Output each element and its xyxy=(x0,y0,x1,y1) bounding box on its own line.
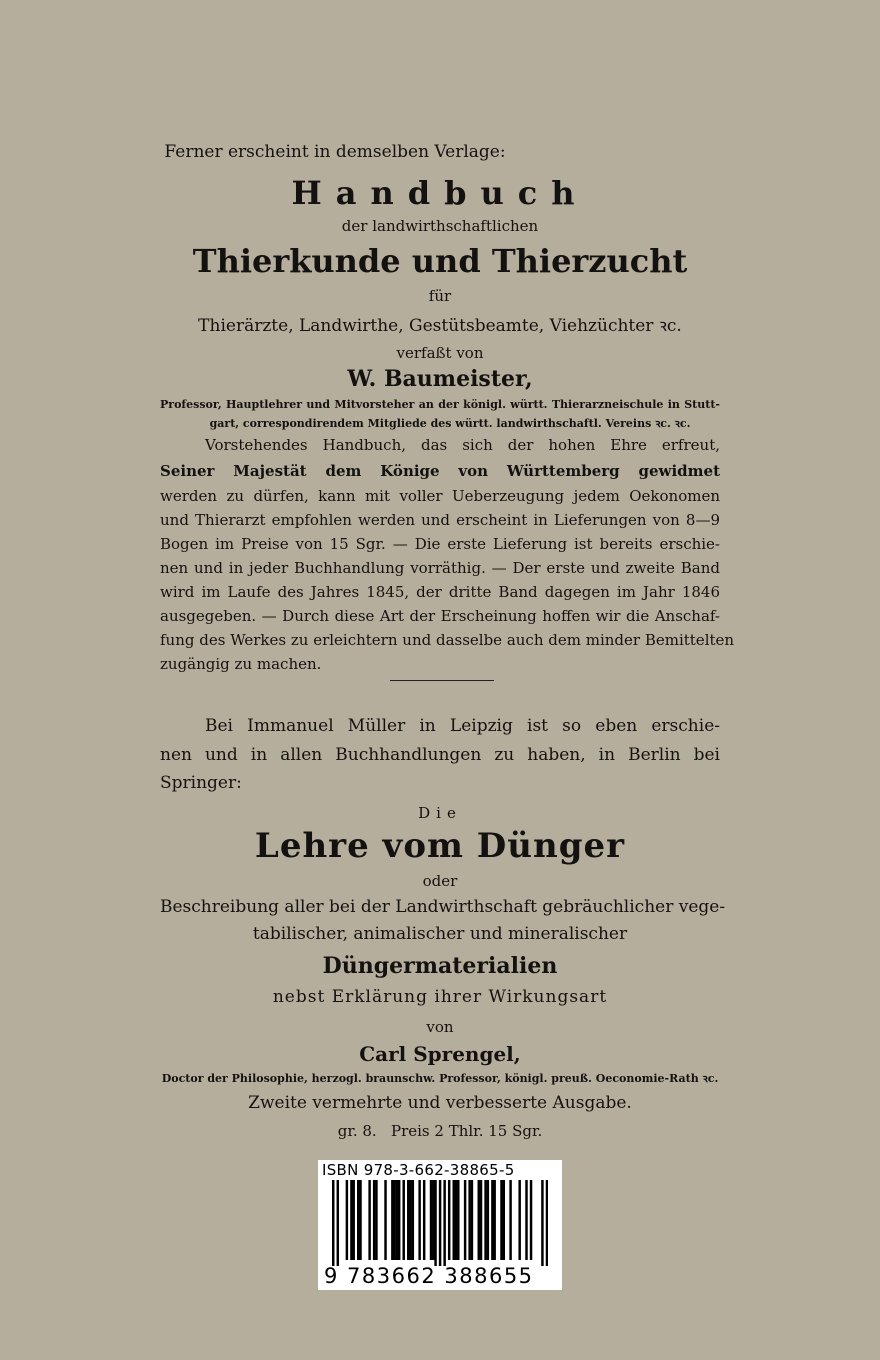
desc-line: Beschreibung aller bei der Landwirthschaft gebräuchlicher vege- xyxy=(160,897,726,917)
paragraph-line: nen und in jeder Buchhandlung vorräthig. — Der erste und zweite Band xyxy=(160,559,720,577)
barcode-bar xyxy=(409,1180,411,1260)
audience-text: Thierärzte, Landwirthe, Gestütsbeamte, Viehzüchter ꝛc. xyxy=(198,316,682,336)
barcode-bar xyxy=(500,1180,502,1260)
barcode-bar xyxy=(546,1180,548,1266)
barcode-bar xyxy=(359,1180,361,1260)
intro-text: Ferner erscheint in demselben Verlage: xyxy=(164,142,506,162)
nebst-text: nebst Erklärung ihrer Wirkungsart xyxy=(272,987,608,1007)
barcode-bar xyxy=(396,1180,398,1260)
barcode-bars xyxy=(332,1180,548,1266)
barcode-bar xyxy=(541,1180,543,1266)
isbn-barcode xyxy=(318,1160,562,1290)
paragraph-line: Vorstehendes Handbuch, das sich der hohen Ehre erfreut, xyxy=(205,436,720,454)
barcode-bar xyxy=(439,1180,441,1266)
paragraph-line: wird im Laufe des Jahres 1845, der dritte Band dagegen im Jahr 1846 xyxy=(160,583,720,601)
barcode-bar xyxy=(350,1180,352,1260)
barcode-bar xyxy=(457,1180,459,1260)
barcode-bar xyxy=(398,1180,400,1260)
barcode-bar xyxy=(530,1180,532,1260)
verfasst-text: verfaßt von xyxy=(396,344,484,362)
barcode-bar xyxy=(357,1180,359,1260)
von-text: von xyxy=(426,1018,454,1036)
subtitle: der landwirthschaftlichen xyxy=(341,217,539,235)
intro-line: Bei Immanuel Müller in Leipzig ist so eben erschie- xyxy=(205,716,720,736)
barcode-bar xyxy=(412,1180,414,1260)
author-desc: Doctor der Philosophie, herzogl. braunschw. Professor, königl. preuß. Oeconomie-Rath ꝛc. xyxy=(161,1072,719,1085)
desc-line: tabilischer, animalischer und mineralischer xyxy=(252,924,628,944)
author-name: Carl Sprengel, xyxy=(359,1042,521,1066)
paragraph-line: und Thierarzt empfohlen werden und erscheint in Lieferungen von 8—9 xyxy=(160,511,720,529)
title-duengermaterialien: Düngermaterialien xyxy=(322,953,558,979)
barcode-bar xyxy=(493,1180,495,1260)
barcode-bar xyxy=(491,1180,493,1260)
oder-text: oder xyxy=(422,872,458,890)
barcode-bar xyxy=(525,1180,527,1260)
paragraph-line: ausgegeben. — Durch diese Art der Erscheinung hoffen wir die Anschaf- xyxy=(160,607,720,625)
barcode-bar xyxy=(518,1180,520,1260)
isbn-label: ISBN 978-3-662-38865-5 xyxy=(322,1161,515,1179)
paragraph-line: Bogen im Preise von 15 Sgr. — Die erste Lieferung ist bereits erschie- xyxy=(160,535,720,553)
barcode-bar xyxy=(402,1180,404,1260)
intro-line: Springer: xyxy=(160,773,242,793)
barcode-bar xyxy=(337,1180,339,1266)
barcode-bar xyxy=(484,1180,486,1260)
barcode-bar xyxy=(407,1180,409,1260)
barcode-bar xyxy=(471,1180,473,1260)
barcode-bar xyxy=(332,1180,334,1266)
fuer-text: für xyxy=(428,287,452,305)
barcode-bar xyxy=(352,1180,354,1260)
paragraph-line: fung des Werkes zu erleichtern und dasselbe auch dem minder Bemittelten xyxy=(160,631,735,649)
barcode-bar xyxy=(453,1180,455,1260)
barcode-bar xyxy=(423,1180,425,1260)
barcode-bar xyxy=(384,1180,386,1260)
barcode-bar xyxy=(478,1180,480,1260)
barcode-bar xyxy=(375,1180,377,1260)
barcode-bar xyxy=(455,1180,457,1260)
intro-line: nen und in allen Buchhandlungen zu haben, in Berlin bei xyxy=(160,745,720,765)
title-lehre-vom-duenger: Lehre vom Dünger xyxy=(254,826,626,866)
barcode-bar xyxy=(509,1180,511,1260)
barcode-bar xyxy=(434,1180,436,1266)
price-text: gr. 8. Preis 2 Thlr. 15 Sgr. xyxy=(337,1122,543,1140)
barcode-bar xyxy=(432,1180,434,1260)
barcode-bar xyxy=(368,1180,370,1260)
divider xyxy=(390,680,494,681)
barcode-bar xyxy=(418,1180,420,1260)
barcode-bar xyxy=(503,1180,505,1260)
barcode-bar xyxy=(448,1180,450,1260)
author-desc-line: Professor, Hauptlehrer und Mitvorsteher an der königl. württ. Thierarzneischule in Stutt- xyxy=(160,398,720,411)
barcode-bar xyxy=(391,1180,393,1260)
title-handbuch: Handbuch xyxy=(291,174,589,212)
paragraph-line: zugängig zu machen. xyxy=(160,655,322,673)
barcode-bar xyxy=(430,1180,432,1260)
edition-text: Zweite vermehrte und verbesserte Ausgabe. xyxy=(248,1093,632,1113)
author-name: W. Baumeister, xyxy=(347,366,533,392)
paragraph-line: Seiner Majestät dem Könige von Württemberg gewidmet xyxy=(160,462,720,480)
author-desc-line: gart, correspondirendem Mitgliede des württ. landwirthschaftl. Vereins ꝛc. ꝛc. xyxy=(209,417,691,430)
barcode-bar xyxy=(487,1180,489,1260)
isbn-digits: 9 783662 388655 xyxy=(324,1264,534,1288)
barcode-bar xyxy=(346,1180,348,1260)
barcode-bar xyxy=(464,1180,466,1260)
paragraph-line: werden zu dürfen, kann mit voller Ueberzeugung jedem Oekonomen xyxy=(160,487,720,505)
barcode-bar xyxy=(393,1180,395,1260)
die-text: Die xyxy=(418,804,462,822)
barcode-bar xyxy=(373,1180,375,1260)
title-thierkunde: Thierkunde und Thierzucht xyxy=(192,242,688,280)
barcode-bar xyxy=(480,1180,482,1260)
barcode-bar xyxy=(468,1180,470,1260)
barcode-bar xyxy=(443,1180,445,1266)
